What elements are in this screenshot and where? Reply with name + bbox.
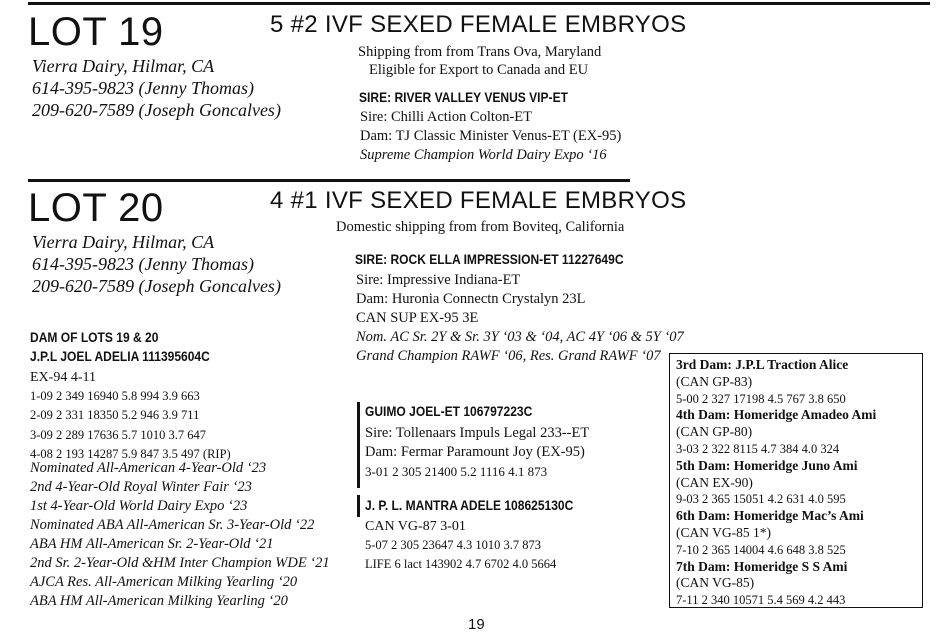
ancestor-record: 9-03 2 365 15051 4.2 631 4.0 595 xyxy=(676,492,846,507)
lot-19-contact xyxy=(32,55,281,121)
lot-19-sire-line: Dam: TJ Classic Minister Venus-ET (EX-95) xyxy=(360,128,622,144)
ancestor-title: 4th Dam: Homeridge Amadeo Ami xyxy=(676,407,877,423)
lot-20-sire-line: Dam: Huronia Connectn Crystalyn 23L xyxy=(356,291,586,307)
dam-details xyxy=(30,369,231,465)
lot-20-honor: Grand Champion RAWF ‘06, Res. Grand RAWF ‘07 xyxy=(356,348,661,364)
lot-19-shipping-line: Shipping from from Trans Ova, Maryland xyxy=(358,44,602,60)
dam-honor: ABA HM All-American Milking Yearling ‘20 xyxy=(30,593,288,609)
dam-record: 1-09 2 349 16940 5.8 994 3.9 663 xyxy=(30,388,200,403)
ancestry-list xyxy=(676,357,876,609)
sire-of-dam-line: Dam: Fermar Paramount Joy (EX-95) xyxy=(365,444,585,460)
lot-19-shipping-line: Eligible for Export to Canada and EU xyxy=(369,62,589,78)
sire-of-dam-line: Sire: Tollenaars Impuls Legal 233--ET xyxy=(365,425,590,441)
ancestor-title: 5th Dam: Homeridge Juno Ami xyxy=(676,457,858,473)
ancestor-record: 7-11 2 340 10571 5.4 569 4.2 443 xyxy=(676,593,846,608)
dam-name: J.P.L JOEL ADELIA 111395604C xyxy=(30,348,210,364)
lot-20-label: LOT 20 xyxy=(28,186,164,230)
dam-honor: Nominated ABA All-American Sr. 3-Year-Old ‘22 xyxy=(30,517,315,533)
dam-honor: Nominated All-American 4-Year-Old ‘23 xyxy=(30,460,267,476)
lot-19-sire-line: Sire: Chilli Action Colton-ET xyxy=(360,109,532,125)
dam-record: 3-09 2 289 17636 5.7 1010 3.7 647 xyxy=(30,427,207,442)
lot-19-contact-line: 614-395-9823 (Jenny Thomas) xyxy=(32,78,254,98)
dam-honor: ABA HM All-American Sr. 2-Year-Old ‘21 xyxy=(30,536,274,552)
lot-20-contact-line: 209-620-7589 (Joseph Goncalves) xyxy=(32,276,281,296)
ancestor-title: 7th Dam: Homeridge S S Ami xyxy=(676,558,848,574)
dam-honors xyxy=(30,459,330,611)
ancestor-title: 6th Dam: Homeridge Mac’s Ami xyxy=(676,508,864,524)
lot-19-sire-details xyxy=(360,108,621,165)
ancestor-record: 3-03 2 322 8115 4.7 384 4.0 324 xyxy=(676,441,840,456)
lot-19-honor: Supreme Champion World Dairy Expo ‘16 xyxy=(360,147,607,163)
lot-20-contact-line: Vierra Dairy, Hilmar, CA xyxy=(32,232,215,252)
ancestor-record: 5-00 2 327 17198 4.5 767 3.8 650 xyxy=(676,391,846,406)
section-divider xyxy=(28,179,630,182)
dam-heading: DAM OF LOTS 19 & 20 xyxy=(30,329,159,345)
ancestor-record: 7-10 2 365 14004 4.6 648 3.8 525 xyxy=(676,542,846,557)
sire-of-dam-record: 3-01 2 305 21400 5.2 1116 4.1 873 xyxy=(365,464,548,479)
sire-of-dam-details xyxy=(365,424,589,481)
sire-of-dam-name: GUIMO JOEL-ET 106797223C xyxy=(365,403,533,419)
lot-20-sire-line: Sire: Impressive Indiana-ET xyxy=(356,272,521,288)
ancestor-classification: (CAN GP-80) xyxy=(676,424,753,440)
ancestor-classification: (CAN EX-90) xyxy=(676,474,753,490)
granddam-bar xyxy=(357,495,360,517)
dam-honor: 2nd Sr. 2-Year-Old &HM Inter Champion WDE ‘21 xyxy=(30,555,330,571)
dam-record: 4-08 2 193 14287 5.9 847 3.5 497 (RIP) xyxy=(30,447,231,461)
lot-20-honor: Nom. AC Sr. 2Y & Sr. 3Y ‘03 & ‘04, AC 4Y ‘06 & 5Y ‘07 xyxy=(356,329,684,345)
granddam-record: 5-07 2 305 23647 4.3 1010 3.7 873 xyxy=(365,537,542,552)
granddam-classification: CAN VG-87 3-01 xyxy=(365,519,466,534)
lot-20-sire-details xyxy=(356,271,684,366)
lot-20-sire-heading: SIRE: ROCK ELLA IMPRESSION-ET 11227649C xyxy=(355,251,624,267)
dam-honor: AJCA Res. All-American Milking Yearling ‘20 xyxy=(30,574,298,590)
dam-honor: 2nd 4-Year-Old Royal Winter Fair ‘23 xyxy=(30,479,252,495)
lot-20-sire-line: CAN SUP EX-95 3E xyxy=(356,310,479,326)
lot-20-shipping: Domestic shipping from from Boviteq, California xyxy=(336,219,625,235)
lot-19-label: LOT 19 xyxy=(28,10,164,54)
top-rule xyxy=(28,2,930,5)
granddam-record: LIFE 6 lact 143902 4.7 6702 4.0 5664 xyxy=(365,557,557,571)
lot-19-contact-line: 209-620-7589 (Joseph Goncalves) xyxy=(32,100,281,120)
sire-of-dam-bar xyxy=(357,402,360,488)
dam-honor: 1st 4-Year-Old World Dairy Expo ‘23 xyxy=(30,498,248,514)
page-number: 19 xyxy=(468,616,485,633)
lot-19-sire-heading: SIRE: RIVER VALLEY VENUS VIP-ET xyxy=(359,89,568,105)
ancestor-title: 3rd Dam: J.P.L Traction Alice xyxy=(676,357,849,372)
dam-record: 2-09 2 331 18350 5.2 946 3.9 711 xyxy=(30,408,200,422)
granddam-name: J. P. L. MANTRA ADELE 108625130C xyxy=(365,497,574,513)
granddam-details xyxy=(365,518,556,575)
ancestor-classification: (CAN VG-85) xyxy=(676,575,755,591)
ancestor-classification: (CAN GP-83) xyxy=(676,373,753,389)
lot-20-contact xyxy=(32,231,281,297)
ancestor-classification: (CAN VG-85 1*) xyxy=(676,524,771,540)
dam-classification: EX-94 4-11 xyxy=(30,370,96,385)
lot-19-headline: 5 #2 IVF SEXED FEMALE EMBRYOS xyxy=(270,11,687,38)
lot-20-headline: 4 #1 IVF SEXED FEMALE EMBRYOS xyxy=(270,187,687,214)
lot-19-contact-line: Vierra Dairy, Hilmar, CA xyxy=(32,56,215,76)
lot-20-contact-line: 614-395-9823 (Jenny Thomas) xyxy=(32,254,254,274)
ancestry-box xyxy=(669,353,923,608)
